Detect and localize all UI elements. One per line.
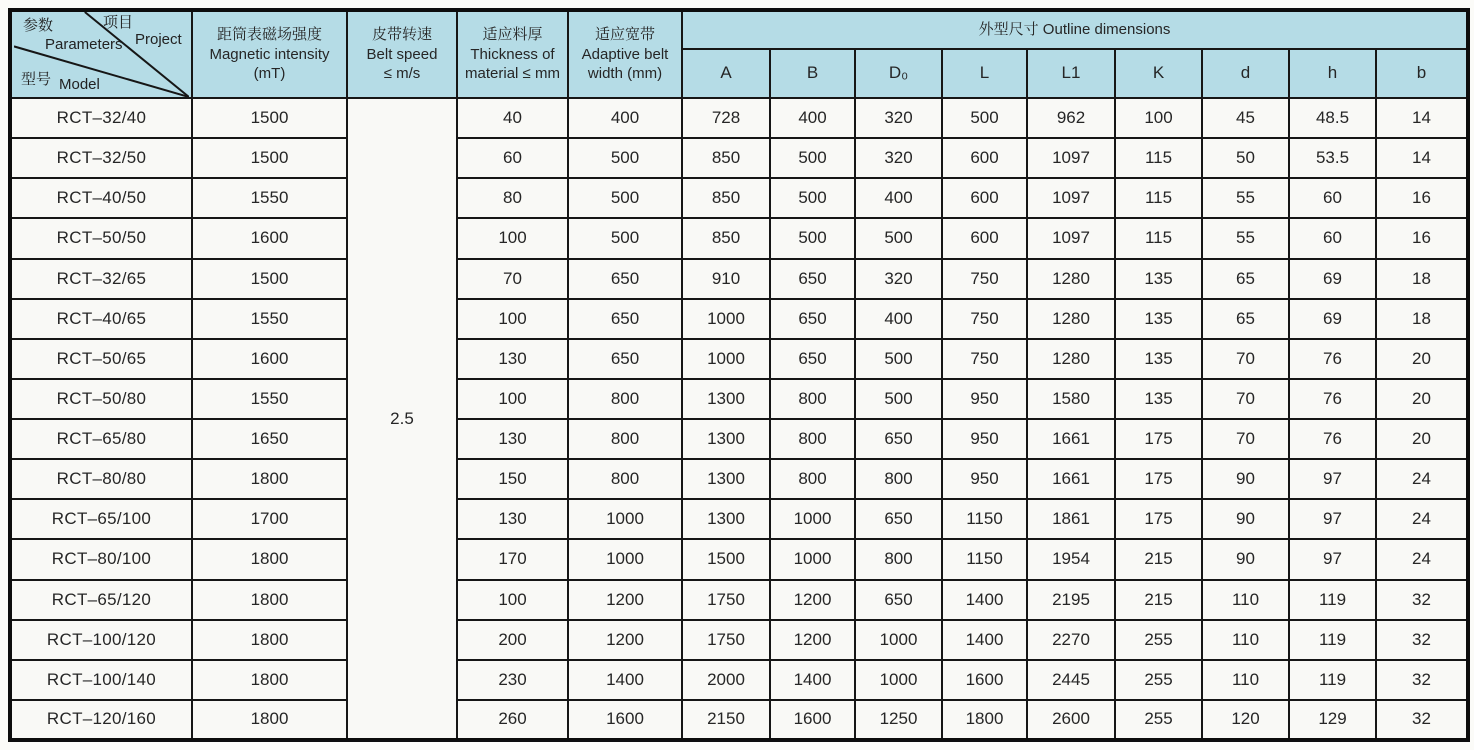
table-row xyxy=(10,620,1468,660)
table-row xyxy=(10,580,1468,620)
dim-cell-K: 135 xyxy=(1115,339,1202,379)
dim-cell-A: 2150 xyxy=(682,700,770,740)
magnetic-intensity-cell: 1800 xyxy=(192,459,347,499)
dim-cell-B: 1000 xyxy=(770,539,855,579)
thickness-cell: 60 xyxy=(457,138,568,178)
dim-cell-L1: 1280 xyxy=(1027,339,1115,379)
belt-width-cell: 650 xyxy=(568,339,682,379)
table-row xyxy=(10,459,1468,499)
dim-cell-D₀: 320 xyxy=(855,138,942,178)
model-label-en: Model xyxy=(59,76,100,93)
model-cell: RCT–120/160 xyxy=(10,700,192,740)
table-body xyxy=(10,98,1468,740)
magnetic-intensity-cell: 1800 xyxy=(192,700,347,740)
dim-cell-K: 135 xyxy=(1115,259,1202,299)
header-outline-col-d: d xyxy=(1202,49,1289,98)
dim-cell-K: 100 xyxy=(1115,98,1202,138)
header-outline-dimensions: 外型尺寸 Outline dimensions xyxy=(682,10,1468,49)
dim-cell-L1: 1097 xyxy=(1027,218,1115,258)
table-row xyxy=(10,299,1468,339)
dim-cell-A: 1300 xyxy=(682,419,770,459)
dim-cell-L1: 2445 xyxy=(1027,660,1115,700)
dim-cell-B: 800 xyxy=(770,419,855,459)
dim-cell-L1: 2270 xyxy=(1027,620,1115,660)
dim-cell-D₀: 650 xyxy=(855,580,942,620)
dim-cell-b: 24 xyxy=(1376,459,1468,499)
model-cell: RCT–50/50 xyxy=(10,218,192,258)
dim-cell-D₀: 800 xyxy=(855,459,942,499)
thickness-cell: 100 xyxy=(457,379,568,419)
belt-speed-cell: 2.5 xyxy=(347,98,457,740)
belt-width-cell: 800 xyxy=(568,379,682,419)
dim-cell-b: 32 xyxy=(1376,580,1468,620)
dim-cell-d: 90 xyxy=(1202,499,1289,539)
header-outline-col-L1: L1 xyxy=(1027,49,1115,98)
dim-cell-K: 255 xyxy=(1115,620,1202,660)
dim-cell-D₀: 800 xyxy=(855,539,942,579)
dim-cell-L1: 1580 xyxy=(1027,379,1115,419)
dim-cell-L: 600 xyxy=(942,218,1027,258)
magnetic-intensity-cell: 1600 xyxy=(192,218,347,258)
parameters-label-en: Parameters xyxy=(45,36,123,53)
dim-cell-L: 1400 xyxy=(942,580,1027,620)
thickness-unit: material ≤ mm xyxy=(465,65,560,83)
magnetic-intensity-cell: 1550 xyxy=(192,178,347,218)
dim-cell-D₀: 500 xyxy=(855,218,942,258)
dim-cell-B: 800 xyxy=(770,459,855,499)
dim-cell-D₀: 650 xyxy=(855,419,942,459)
magnetic-intensity-cell: 1650 xyxy=(192,419,347,459)
belt-width-cell: 800 xyxy=(568,419,682,459)
dim-cell-A: 1000 xyxy=(682,299,770,339)
dim-cell-b: 24 xyxy=(1376,539,1468,579)
dim-cell-B: 1400 xyxy=(770,660,855,700)
table-row xyxy=(10,419,1468,459)
magnetic-intensity-cell: 1800 xyxy=(192,620,347,660)
parameters-label-cn: 参数 xyxy=(23,17,54,34)
thickness-cell: 130 xyxy=(457,499,568,539)
model-cell: RCT–80/100 xyxy=(10,539,192,579)
magnetic-intensity-cell: 1800 xyxy=(192,580,347,620)
dim-cell-d: 70 xyxy=(1202,339,1289,379)
thickness-cell: 130 xyxy=(457,339,568,379)
header-belt-width xyxy=(568,10,682,98)
dim-cell-h: 119 xyxy=(1289,620,1376,660)
dim-cell-L1: 1661 xyxy=(1027,419,1115,459)
dim-cell-B: 650 xyxy=(770,259,855,299)
belt-width-en: Adaptive belt xyxy=(581,45,669,63)
belt-width-cell: 1400 xyxy=(568,660,682,700)
dim-cell-L: 950 xyxy=(942,459,1027,499)
belt-width-cell: 400 xyxy=(568,98,682,138)
model-cell: RCT–40/65 xyxy=(10,299,192,339)
thickness-cn: 适应料厚 xyxy=(482,26,543,44)
dim-cell-L: 750 xyxy=(942,259,1027,299)
header-material-thickness xyxy=(457,10,568,98)
dim-cell-h: 97 xyxy=(1289,539,1376,579)
dim-cell-B: 650 xyxy=(770,339,855,379)
dim-cell-h: 69 xyxy=(1289,299,1376,339)
dim-cell-A: 2000 xyxy=(682,660,770,700)
dim-cell-h: 76 xyxy=(1289,379,1376,419)
thickness-cell: 80 xyxy=(457,178,568,218)
table-row xyxy=(10,700,1468,740)
dim-cell-b: 32 xyxy=(1376,620,1468,660)
magnetic-intensity-cell: 1800 xyxy=(192,660,347,700)
thickness-cell: 130 xyxy=(457,419,568,459)
dim-cell-b: 14 xyxy=(1376,138,1468,178)
dim-cell-K: 135 xyxy=(1115,379,1202,419)
table-row xyxy=(10,98,1468,138)
dim-cell-d: 90 xyxy=(1202,459,1289,499)
belt-width-cell: 1200 xyxy=(568,580,682,620)
dim-cell-d: 70 xyxy=(1202,379,1289,419)
project-label-en: Project xyxy=(135,31,182,48)
magnetic-intensity-cell: 1500 xyxy=(192,138,347,178)
model-cell: RCT–32/50 xyxy=(10,138,192,178)
dim-cell-L: 600 xyxy=(942,138,1027,178)
dim-cell-d: 45 xyxy=(1202,98,1289,138)
dim-cell-A: 850 xyxy=(682,218,770,258)
dim-cell-h: 76 xyxy=(1289,339,1376,379)
magnetic-intensity-cell: 1500 xyxy=(192,259,347,299)
dim-cell-L: 1150 xyxy=(942,499,1027,539)
dim-cell-D₀: 320 xyxy=(855,259,942,299)
dim-cell-d: 55 xyxy=(1202,218,1289,258)
header-belt-speed xyxy=(347,10,457,98)
dim-cell-B: 1200 xyxy=(770,580,855,620)
dim-cell-A: 1750 xyxy=(682,580,770,620)
dim-cell-b: 18 xyxy=(1376,259,1468,299)
dim-cell-B: 500 xyxy=(770,218,855,258)
dim-cell-L: 1800 xyxy=(942,700,1027,740)
dim-cell-A: 1000 xyxy=(682,339,770,379)
dim-cell-L: 750 xyxy=(942,339,1027,379)
dim-cell-L: 500 xyxy=(942,98,1027,138)
table-row xyxy=(10,660,1468,700)
model-cell: RCT–100/140 xyxy=(10,660,192,700)
dim-cell-d: 110 xyxy=(1202,620,1289,660)
table-header xyxy=(10,10,1468,98)
magnetic-intensity-cell: 1500 xyxy=(192,98,347,138)
dim-cell-d: 110 xyxy=(1202,660,1289,700)
thickness-cell: 200 xyxy=(457,620,568,660)
dim-cell-L1: 1097 xyxy=(1027,178,1115,218)
dim-cell-D₀: 1250 xyxy=(855,700,942,740)
belt-width-cell: 1000 xyxy=(568,539,682,579)
table-row xyxy=(10,138,1468,178)
dim-cell-h: 97 xyxy=(1289,459,1376,499)
dim-cell-L1: 1097 xyxy=(1027,138,1115,178)
header-outline-col-D0: D₀ xyxy=(855,49,942,98)
dim-cell-d: 65 xyxy=(1202,259,1289,299)
dim-cell-L1: 2195 xyxy=(1027,580,1115,620)
header-outline-col-L: L xyxy=(942,49,1027,98)
dim-cell-K: 135 xyxy=(1115,299,1202,339)
dim-cell-A: 850 xyxy=(682,138,770,178)
model-cell: RCT–50/80 xyxy=(10,379,192,419)
dim-cell-b: 14 xyxy=(1376,98,1468,138)
dim-cell-L: 1150 xyxy=(942,539,1027,579)
table-row xyxy=(10,339,1468,379)
dim-cell-A: 1300 xyxy=(682,459,770,499)
dim-cell-D₀: 1000 xyxy=(855,620,942,660)
magnetic-cn: 距筒表磁场强度 xyxy=(216,26,322,44)
corner-header-cell xyxy=(10,10,192,98)
belt-width-cn: 适应宽带 xyxy=(594,26,655,44)
dim-cell-K: 175 xyxy=(1115,419,1202,459)
dim-cell-K: 175 xyxy=(1115,499,1202,539)
dim-cell-L: 950 xyxy=(942,379,1027,419)
project-label-cn: 项目 xyxy=(103,14,134,31)
dim-cell-d: 65 xyxy=(1202,299,1289,339)
dim-cell-d: 110 xyxy=(1202,580,1289,620)
spec-table xyxy=(8,8,1470,742)
model-cell: RCT–40/50 xyxy=(10,178,192,218)
dim-cell-h: 129 xyxy=(1289,700,1376,740)
dim-cell-D₀: 320 xyxy=(855,98,942,138)
magnetic-intensity-cell: 1600 xyxy=(192,339,347,379)
dim-cell-b: 32 xyxy=(1376,700,1468,740)
dim-cell-L1: 1861 xyxy=(1027,499,1115,539)
belt-width-unit: width (mm) xyxy=(587,65,663,83)
dim-cell-K: 115 xyxy=(1115,218,1202,258)
dim-cell-h: 97 xyxy=(1289,499,1376,539)
model-cell: RCT–100/120 xyxy=(10,620,192,660)
dim-cell-d: 70 xyxy=(1202,419,1289,459)
dim-cell-b: 16 xyxy=(1376,218,1468,258)
dim-cell-d: 50 xyxy=(1202,138,1289,178)
dim-cell-K: 255 xyxy=(1115,660,1202,700)
belt-width-cell: 1600 xyxy=(568,700,682,740)
table-row xyxy=(10,218,1468,258)
model-cell: RCT–65/80 xyxy=(10,419,192,459)
thickness-cell: 230 xyxy=(457,660,568,700)
magnetic-intensity-cell: 1800 xyxy=(192,539,347,579)
thickness-cell: 100 xyxy=(457,299,568,339)
dim-cell-B: 500 xyxy=(770,138,855,178)
dim-cell-h: 119 xyxy=(1289,660,1376,700)
corner-diagonal-wrap xyxy=(14,12,189,97)
thickness-cell: 70 xyxy=(457,259,568,299)
model-cell: RCT–80/80 xyxy=(10,459,192,499)
dim-cell-L1: 1661 xyxy=(1027,459,1115,499)
dim-cell-L1: 962 xyxy=(1027,98,1115,138)
dim-cell-D₀: 400 xyxy=(855,178,942,218)
dim-cell-D₀: 500 xyxy=(855,379,942,419)
dim-cell-A: 910 xyxy=(682,259,770,299)
dim-cell-D₀: 500 xyxy=(855,339,942,379)
dim-cell-L1: 1280 xyxy=(1027,259,1115,299)
dim-cell-h: 76 xyxy=(1289,419,1376,459)
header-outline-col-B: B xyxy=(770,49,855,98)
belt-width-cell: 500 xyxy=(568,218,682,258)
belt-width-cell: 500 xyxy=(568,178,682,218)
table-row xyxy=(10,259,1468,299)
thickness-cell: 170 xyxy=(457,539,568,579)
dim-cell-L: 600 xyxy=(942,178,1027,218)
belt-speed-cn: 皮带转速 xyxy=(371,26,432,44)
belt-width-cell: 1200 xyxy=(568,620,682,660)
header-outline-col-h: h xyxy=(1289,49,1376,98)
model-cell: RCT–32/65 xyxy=(10,259,192,299)
thickness-cell: 100 xyxy=(457,218,568,258)
dim-cell-K: 175 xyxy=(1115,459,1202,499)
dim-cell-h: 48.5 xyxy=(1289,98,1376,138)
dim-cell-A: 1300 xyxy=(682,499,770,539)
dim-cell-K: 115 xyxy=(1115,178,1202,218)
dim-cell-K: 255 xyxy=(1115,700,1202,740)
model-cell: RCT–50/65 xyxy=(10,339,192,379)
dim-cell-L: 950 xyxy=(942,419,1027,459)
dim-cell-A: 728 xyxy=(682,98,770,138)
dim-cell-b: 16 xyxy=(1376,178,1468,218)
thickness-cell: 260 xyxy=(457,700,568,740)
header-outline-col-K: K xyxy=(1115,49,1202,98)
dim-cell-h: 119 xyxy=(1289,580,1376,620)
belt-speed-en: Belt speed xyxy=(366,45,438,63)
header-outline-col-A: A xyxy=(682,49,770,98)
dim-cell-A: 1750 xyxy=(682,620,770,660)
dim-cell-b: 24 xyxy=(1376,499,1468,539)
magnetic-intensity-cell: 1550 xyxy=(192,299,347,339)
dim-cell-h: 60 xyxy=(1289,178,1376,218)
dim-cell-b: 20 xyxy=(1376,419,1468,459)
thickness-cell: 40 xyxy=(457,98,568,138)
dim-cell-B: 1000 xyxy=(770,499,855,539)
dim-cell-b: 32 xyxy=(1376,660,1468,700)
dim-cell-b: 20 xyxy=(1376,339,1468,379)
magnetic-unit: (mT) xyxy=(253,65,286,83)
model-cell: RCT–65/100 xyxy=(10,499,192,539)
magnetic-intensity-cell: 1700 xyxy=(192,499,347,539)
dim-cell-B: 650 xyxy=(770,299,855,339)
dim-cell-h: 60 xyxy=(1289,218,1376,258)
dim-cell-D₀: 650 xyxy=(855,499,942,539)
thickness-en: Thickness of xyxy=(470,45,555,63)
model-label-cn: 型号 xyxy=(21,71,52,88)
dim-cell-B: 800 xyxy=(770,379,855,419)
dim-cell-L1: 2600 xyxy=(1027,700,1115,740)
magnetic-intensity-cell: 1550 xyxy=(192,379,347,419)
dim-cell-D₀: 1000 xyxy=(855,660,942,700)
dim-cell-K: 215 xyxy=(1115,539,1202,579)
dim-cell-b: 20 xyxy=(1376,379,1468,419)
dim-cell-h: 69 xyxy=(1289,259,1376,299)
dim-cell-K: 215 xyxy=(1115,580,1202,620)
dim-cell-h: 53.5 xyxy=(1289,138,1376,178)
table-row xyxy=(10,539,1468,579)
model-cell: RCT–65/120 xyxy=(10,580,192,620)
header-magnetic-intensity xyxy=(192,10,347,98)
dim-cell-b: 18 xyxy=(1376,299,1468,339)
dim-cell-A: 1300 xyxy=(682,379,770,419)
belt-speed-unit: ≤ m/s xyxy=(383,65,421,83)
dim-cell-A: 850 xyxy=(682,178,770,218)
belt-width-cell: 500 xyxy=(568,138,682,178)
dim-cell-d: 90 xyxy=(1202,539,1289,579)
model-cell: RCT–32/40 xyxy=(10,98,192,138)
belt-width-cell: 650 xyxy=(568,259,682,299)
dim-cell-D₀: 400 xyxy=(855,299,942,339)
dim-cell-L: 750 xyxy=(942,299,1027,339)
dim-cell-B: 400 xyxy=(770,98,855,138)
magnetic-en: Magnetic intensity xyxy=(209,45,330,63)
table-row xyxy=(10,499,1468,539)
thickness-cell: 100 xyxy=(457,580,568,620)
thickness-cell: 150 xyxy=(457,459,568,499)
belt-width-cell: 800 xyxy=(568,459,682,499)
header-outline-col-b: b xyxy=(1376,49,1468,98)
dim-cell-L1: 1280 xyxy=(1027,299,1115,339)
dim-cell-d: 55 xyxy=(1202,178,1289,218)
dim-cell-A: 1500 xyxy=(682,539,770,579)
dim-cell-d: 120 xyxy=(1202,700,1289,740)
dim-cell-L1: 1954 xyxy=(1027,539,1115,579)
dim-cell-L: 1400 xyxy=(942,620,1027,660)
table-row xyxy=(10,379,1468,419)
belt-width-cell: 1000 xyxy=(568,499,682,539)
dim-cell-B: 1200 xyxy=(770,620,855,660)
dim-cell-B: 1600 xyxy=(770,700,855,740)
belt-width-cell: 650 xyxy=(568,299,682,339)
dim-cell-K: 115 xyxy=(1115,138,1202,178)
dim-cell-B: 500 xyxy=(770,178,855,218)
table-row xyxy=(10,178,1468,218)
dim-cell-L: 1600 xyxy=(942,660,1027,700)
